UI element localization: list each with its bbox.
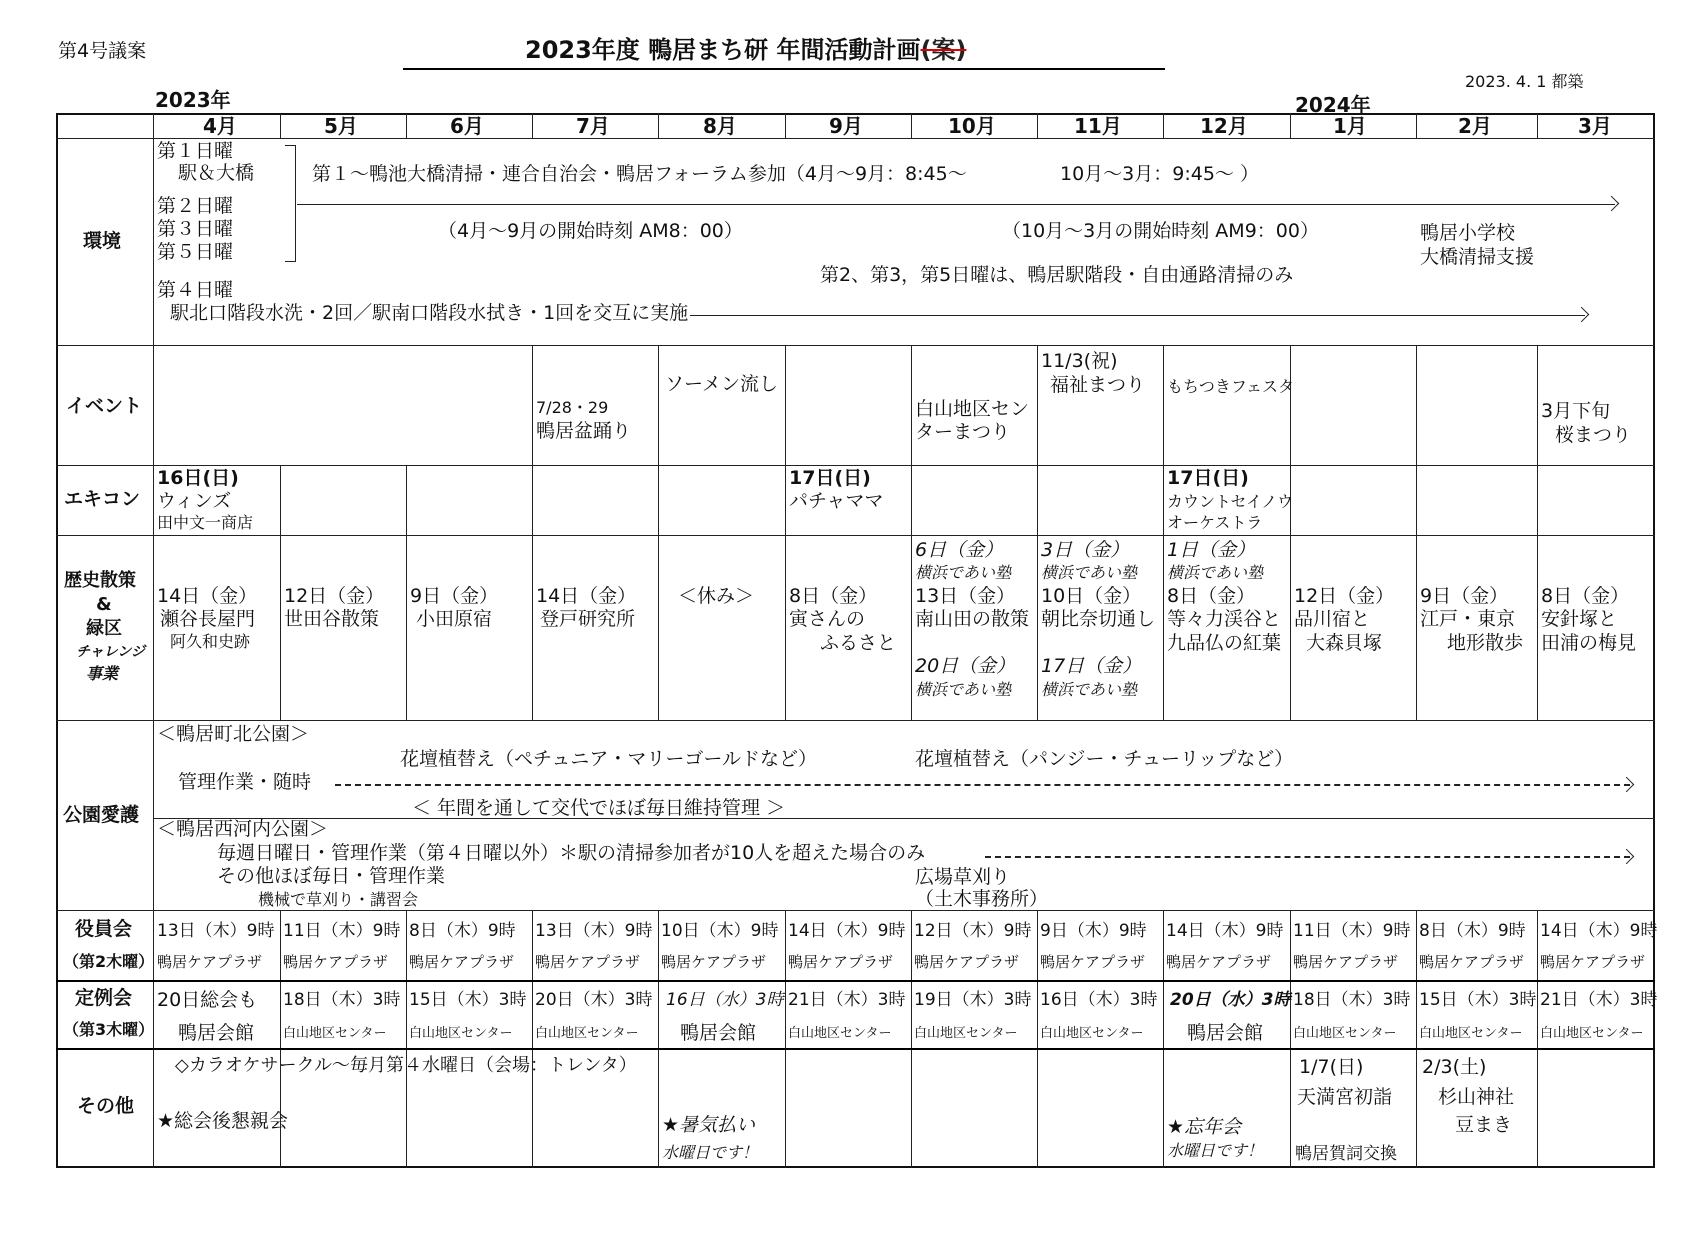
- env-week5: 第５日曜: [157, 241, 234, 263]
- env-week1: 第１日曜: [157, 140, 234, 162]
- row-label-project: 事業: [86, 664, 119, 683]
- env-week3: 第３日曜: [157, 218, 234, 240]
- hist-dec-c2: 横浜であい塾: [1167, 563, 1264, 582]
- month-jul: 7月: [576, 114, 610, 138]
- other-karaoke: ◇カラオケサークル～毎月第４水曜日（会場：トレンタ）: [175, 1055, 637, 1076]
- other-dec-b: 水曜日です！: [1167, 1141, 1264, 1160]
- row-label-regular: 定例会: [75, 987, 133, 1009]
- event-jul-date: 7/28・29: [536, 398, 609, 417]
- hist-jul-a: 登戸研究所: [540, 608, 636, 630]
- hist-nov-c4: 横浜であい塾: [1041, 680, 1138, 699]
- park-flower1: 花壇植替え（ペチュニア・マリーゴールドなど）: [400, 748, 818, 770]
- year-2023: 2023年: [155, 88, 231, 112]
- park-weekly: 毎週日曜日・管理作業（第４日曜以外）＊駅の清掃参加者が10人を超えた場合のみ: [217, 842, 926, 864]
- board-date-nov: 9日（木）9時: [1040, 921, 1147, 941]
- row-label-challenge: チャレンジ: [76, 644, 145, 660]
- board-place-jun: 鴨居ケアプラザ: [409, 953, 515, 971]
- ekicon-apr-a: ウィンズ: [157, 490, 232, 512]
- reg-date-jan: 18日（木）3時: [1293, 990, 1411, 1010]
- month-nov: 11月: [1074, 114, 1122, 138]
- other-after-meeting: ★総会後懇親会: [157, 1110, 289, 1132]
- hist-dec-b: 九品仏の紅葉: [1167, 632, 1282, 654]
- event-jul-name: 鴨居盆踊り: [536, 420, 632, 442]
- reg-date-oct: 19日（木）3時: [914, 990, 1032, 1010]
- row-label-ward: 緑区: [86, 618, 122, 639]
- reg-place-mar: 白山地区センター: [1540, 1026, 1644, 1041]
- hist-jan-b: 大森貝塚: [1306, 632, 1383, 654]
- month-may: 5月: [324, 114, 358, 138]
- board-place-feb: 鴨居ケアプラザ: [1419, 953, 1525, 971]
- event-nov-date: 11/3(祝): [1041, 350, 1118, 372]
- park-west: ＜鴨居西河内公園＞: [157, 818, 329, 840]
- park-north: ＜鴨居町北公園＞: [157, 723, 310, 745]
- hist-mar-b: 田浦の梅見: [1541, 632, 1637, 654]
- row-label-env: 環境: [83, 230, 122, 252]
- other-aug-b: 水曜日です！: [662, 1143, 759, 1162]
- hist-feb-b: 地形散歩: [1447, 632, 1524, 654]
- reg-date-feb: 15日（木）3時: [1419, 990, 1537, 1010]
- other-feb-a: 杉山神社: [1438, 1086, 1515, 1108]
- title-underline: [403, 68, 1165, 70]
- row-label-board-sub: （第2木曜）: [63, 952, 155, 971]
- row-label-amp: &: [96, 594, 112, 615]
- board-place-mar: 鴨居ケアプラザ: [1540, 953, 1646, 971]
- env-start-oct: （10月～3月の開始時刻 AM9：00）: [1002, 220, 1319, 242]
- row-label-event: イベント: [66, 395, 143, 417]
- env-week4-detail: 駅北口階段水洗・2回／駅南口階段水拭き・1回を交互に実施: [170, 302, 689, 324]
- env-week1-place: 駅＆大橋: [178, 162, 255, 184]
- board-place-jul: 鴨居ケアプラザ: [535, 953, 641, 971]
- reg-place-feb: 白山地区センター: [1419, 1026, 1523, 1041]
- hist-sep-a: 寅さんの: [789, 608, 866, 630]
- hist-mar-a: 安針塚と: [1541, 608, 1618, 630]
- board-date-apr: 13日（木）9時: [157, 921, 275, 941]
- year-2024: 2024年: [1295, 93, 1371, 117]
- env-support-b: 大橋清掃支援: [1420, 246, 1535, 268]
- board-date-jun: 8日（木）9時: [409, 921, 516, 941]
- hist-feb-a: 江戸・東京: [1420, 608, 1516, 630]
- other-dec-a: ★忘年会: [1167, 1116, 1242, 1138]
- row-label-other: その他: [77, 1095, 135, 1117]
- hist-jun-date: 9日（金）: [410, 585, 499, 607]
- date-author: 2023. 4. 1 都築: [1465, 72, 1584, 91]
- park-arrow-2: [985, 856, 1630, 858]
- reg-date-may: 18日（木）3時: [283, 990, 401, 1010]
- hist-dec-date: 8日（金）: [1167, 585, 1256, 607]
- board-place-aug: 鴨居ケアプラザ: [661, 953, 767, 971]
- row-label-ekicon: エキコン: [64, 488, 141, 510]
- hist-jan-date: 12日（金）: [1294, 585, 1395, 607]
- env-week4: 第４日曜: [157, 279, 234, 301]
- reg-place-aug: 鴨居会館: [680, 1022, 757, 1044]
- row-label-regular-sub: （第3木曜）: [63, 1020, 155, 1039]
- park-manage: 管理作業・随時: [178, 771, 312, 793]
- event-nov-name: 福祉まつり: [1050, 374, 1146, 396]
- env-start-apr: （4月～9月の開始時刻 AM8：00）: [438, 220, 743, 242]
- board-place-oct: 鴨居ケアプラザ: [914, 953, 1020, 971]
- reg-date-sep: 21日（木）3時: [788, 990, 906, 1010]
- other-feb-date: 2/3(土): [1422, 1056, 1487, 1078]
- board-place-jan: 鴨居ケアプラザ: [1293, 953, 1399, 971]
- event-aug: ソーメン流し: [665, 373, 779, 395]
- other-jan-date: 1/7(日): [1299, 1056, 1364, 1078]
- hist-nov-c3: 17日（金）: [1041, 655, 1142, 677]
- hist-may-date: 12日（金）: [284, 585, 385, 607]
- park-arrow-1: [335, 784, 1630, 786]
- env-arrow-2: [690, 315, 1585, 316]
- board-date-dec: 14日（木）9時: [1166, 921, 1284, 941]
- reg-date-jul: 20日（木）3時: [535, 990, 653, 1010]
- hist-aug: ＜休み＞: [678, 585, 755, 607]
- ekicon-sep-a: パチャママ: [789, 490, 884, 512]
- event-dec: もちつきフェスタ: [1167, 377, 1295, 396]
- reg-place-may: 白山地区センター: [283, 1026, 387, 1041]
- hist-oct-c2: 横浜であい塾: [915, 563, 1012, 582]
- env-line1b: 10月～3月：9:45～ ）: [1060, 163, 1259, 185]
- hist-jan-a: 品川宿と: [1294, 608, 1371, 630]
- board-place-nov: 鴨居ケアプラザ: [1040, 953, 1146, 971]
- reg-place-jan: 白山地区センター: [1293, 1026, 1397, 1041]
- hist-dec-c1: 1日（金）: [1167, 539, 1256, 561]
- env-line1: 第１～鴨池大橋清掃・連合自治会・鴨居フォーラム参加（4月～9月：8:45～: [312, 163, 967, 185]
- ekicon-dec-a: カウントセイノウ: [1167, 492, 1294, 511]
- env-note235: 第2、第3，第5日曜は、鴨居駅階段・自由通路清掃のみ: [820, 264, 1294, 286]
- hist-oct-a: 南山田の散策: [915, 608, 1030, 630]
- park-grass-a: 広場草刈り: [915, 866, 1011, 888]
- hist-feb-date: 9日（金）: [1420, 585, 1509, 607]
- ekicon-sep-date: 17日(日): [789, 467, 871, 489]
- reg-date-apr: 20日総会も: [157, 989, 258, 1011]
- reg-place-nov: 白山地区センター: [1040, 1026, 1144, 1041]
- reg-date-mar: 21日（木）3時: [1540, 990, 1658, 1010]
- ekicon-apr-b: 田中文一商店: [157, 513, 254, 532]
- park-machine: 機械で草刈り・講習会: [258, 890, 419, 909]
- board-place-may: 鴨居ケアプラザ: [283, 953, 389, 971]
- other-aug-a: ★暑気払い: [662, 1114, 756, 1136]
- other-jan-b: 鴨居賀詞交換: [1295, 1144, 1397, 1164]
- draft-mark: (案): [920, 36, 967, 64]
- event-mar-b: 桜まつり: [1555, 424, 1632, 446]
- hist-jul-date: 14日（金）: [536, 585, 637, 607]
- park-grass-b: （土木事務所）: [915, 888, 1049, 910]
- park-rotation: ＜ 年間を通して交代でほぼ毎日維持管理 ＞: [412, 797, 786, 819]
- hist-may-a: 世田谷散策: [284, 608, 380, 630]
- hist-oct-c3: 20日（金）: [915, 655, 1016, 677]
- other-feb-b: 豆まき: [1455, 1114, 1513, 1136]
- row-label-history: 歴史散策: [64, 570, 136, 591]
- event-oct-a: 白山地区セン: [915, 398, 1030, 420]
- reg-place-dec: 鴨居会館: [1187, 1022, 1264, 1044]
- hist-mar-date: 8日（金）: [1541, 585, 1630, 607]
- env-support-a: 鴨居小学校: [1420, 222, 1516, 244]
- ekicon-dec-b: オーケストラ: [1167, 513, 1263, 532]
- park-flower2: 花壇植替え（パンジー・チューリップなど）: [915, 748, 1294, 770]
- reg-place-jun: 白山地区センター: [409, 1026, 513, 1041]
- hist-nov-c2: 横浜であい塾: [1041, 563, 1138, 582]
- hist-nov-c1: 3日（金）: [1041, 539, 1130, 561]
- hist-nov-a: 朝比奈切通し: [1041, 608, 1156, 630]
- event-mar-a: 3月下旬: [1541, 400, 1611, 422]
- reg-place-sep: 白山地区センター: [788, 1026, 892, 1041]
- month-apr: 4月: [203, 114, 237, 138]
- reg-place-apr: 鴨居会館: [178, 1022, 255, 1044]
- hist-oct-c1: 6日（金）: [915, 539, 1004, 561]
- board-date-may: 11日（木）9時: [283, 921, 401, 941]
- month-jan: 1月: [1333, 114, 1367, 138]
- page-title-main: 2023年度 鴨居まち研 年間活動計画: [525, 36, 921, 64]
- reg-date-jun: 15日（木）3時: [409, 990, 527, 1010]
- board-date-sep: 14日（木）9時: [788, 921, 906, 941]
- reg-place-jul: 白山地区センター: [535, 1026, 639, 1041]
- reg-date-aug: 16日（水）3時: [666, 990, 784, 1010]
- board-date-mar: 14日（木）9時: [1540, 921, 1658, 941]
- month-aug: 8月: [703, 114, 737, 138]
- hist-jun-a: 小田原宿: [416, 608, 493, 630]
- hist-oct-c4: 横浜であい塾: [915, 680, 1012, 699]
- month-mar: 3月: [1578, 114, 1612, 138]
- agenda-number: 第4号議案: [58, 40, 147, 62]
- month-feb: 2月: [1458, 114, 1492, 138]
- park-daily: その他ほぼ毎日・管理作業: [217, 865, 446, 887]
- row-label-park: 公園愛護: [63, 804, 140, 826]
- other-jan-a: 天満宮初詣: [1297, 1086, 1393, 1108]
- board-date-oct: 12日（木）9時: [914, 921, 1032, 941]
- board-date-feb: 8日（木）9時: [1419, 921, 1526, 941]
- env-bracket: [285, 145, 296, 262]
- board-date-aug: 10日（木）9時: [661, 921, 779, 941]
- hist-apr-a: 瀬谷長屋門: [160, 608, 256, 630]
- page-title: [525, 36, 966, 65]
- row-label-board: 役員会: [75, 918, 133, 940]
- ekicon-dec-date: 17日(日): [1167, 467, 1249, 489]
- reg-date-dec: 20日（水）3時: [1170, 990, 1291, 1010]
- board-place-sep: 鴨居ケアプラザ: [788, 953, 894, 971]
- month-dec: 12月: [1200, 114, 1248, 138]
- month-oct: 10月: [948, 114, 996, 138]
- reg-date-nov: 16日（木）3時: [1040, 990, 1158, 1010]
- month-sep: 9月: [829, 114, 863, 138]
- hist-sep-date: 8日（金）: [789, 585, 878, 607]
- month-jun: 6月: [450, 114, 484, 138]
- hist-oct-date: 13日（金）: [915, 585, 1016, 607]
- board-date-jul: 13日（木）9時: [535, 921, 653, 941]
- ekicon-apr-date: 16日(日): [157, 467, 239, 489]
- hist-apr-date: 14日（金）: [157, 585, 258, 607]
- event-oct-b: ターまつり: [915, 421, 1011, 443]
- reg-place-oct: 白山地区センター: [914, 1026, 1018, 1041]
- board-place-apr: 鴨居ケアプラザ: [157, 953, 263, 971]
- board-place-dec: 鴨居ケアプラザ: [1166, 953, 1272, 971]
- hist-nov-date: 10日（金）: [1041, 585, 1142, 607]
- hist-sep-b: ふるさと: [820, 632, 897, 654]
- env-week2: 第２日曜: [157, 195, 234, 217]
- hist-apr-b: 阿久和史跡: [170, 632, 251, 651]
- hist-dec-a: 等々力渓谷と: [1167, 608, 1282, 630]
- board-date-jan: 11日（木）9時: [1293, 921, 1411, 941]
- env-arrow-1: [297, 204, 1615, 205]
